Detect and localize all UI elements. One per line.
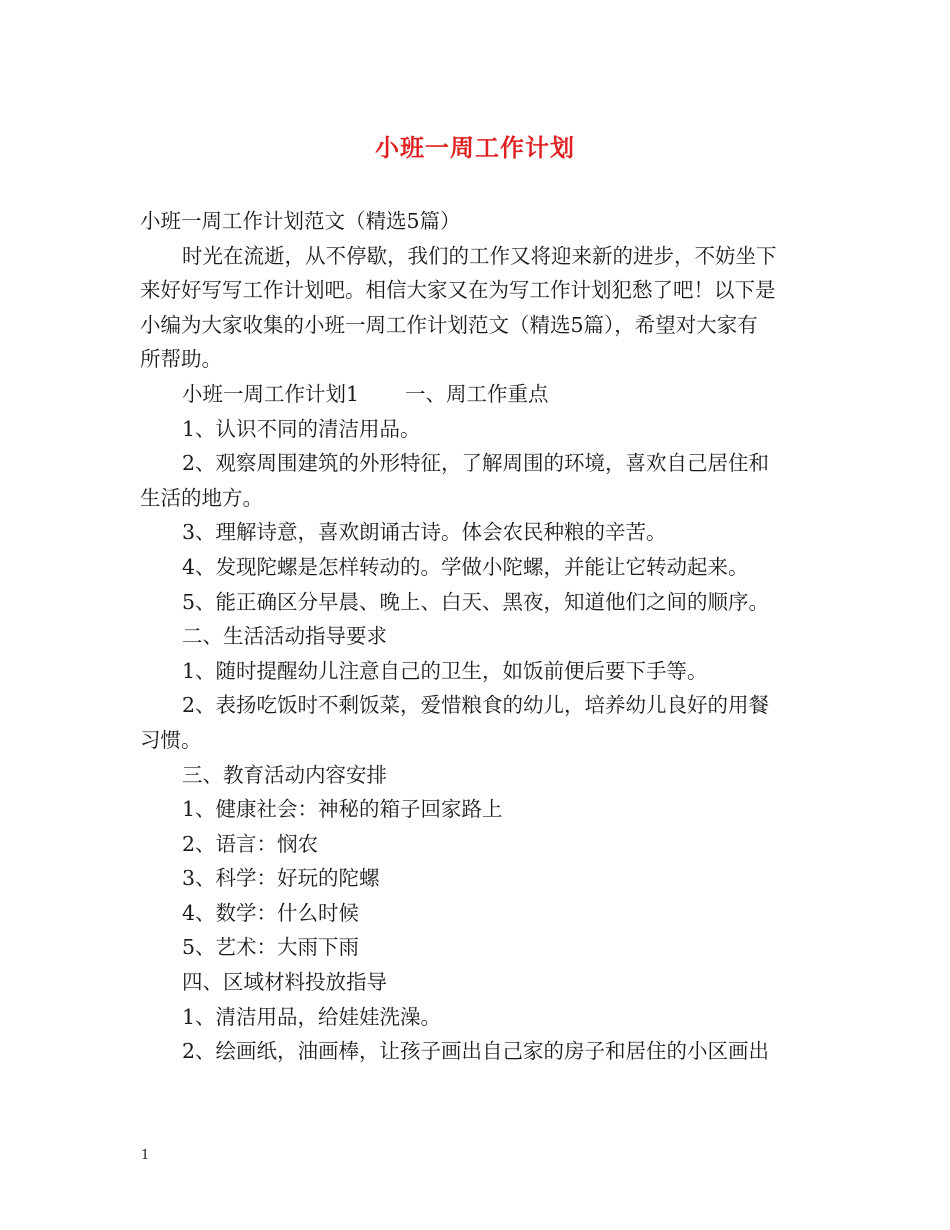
section2-item: 1、随时提醒幼儿注意自己的卫生，如饭前便后要下手等。: [182, 658, 708, 683]
section2-heading: 二、生活活动指导要求: [182, 624, 387, 649]
section4-item: 2、绘画纸，油画棒，让孩子画出自己家的房子和居住的小区画出: [182, 1039, 770, 1064]
section3-heading: 三、教育活动内容安排: [182, 762, 387, 787]
section3-item: 1、健康社会：神秘的箱子回家路上: [182, 797, 503, 822]
document-body: [140, 204, 812, 1069]
section3-item: 2、语言：悯农: [182, 831, 319, 856]
section1-item: 2、观察周围建筑的外形特征，了解周围的环境，喜欢自己居住和: [182, 451, 770, 476]
intro-line: 来好好写写工作计划吧。相信大家又在为写工作计划犯愁了吧！以下是: [140, 278, 776, 303]
section1-item-continuation: 生活的地方。: [140, 485, 263, 510]
section3-item: 4、数学：什么时候: [182, 900, 360, 925]
document-title: 小班一周工作计划: [375, 133, 575, 162]
section1-item: 5、能正确区分早晨、晚上、白天、黑夜，知道他们之间的顺序。: [182, 589, 770, 614]
section1-item: 3、理解诗意，喜欢朗诵古诗。体会农民种粮的辛苦。: [182, 520, 667, 545]
section1-item: 4、发现陀螺是怎样转动的。学做小陀螺，并能让它转动起来。: [182, 554, 749, 579]
section1-heading: 一、周工作重点: [405, 381, 549, 406]
page-number: 1: [141, 1148, 150, 1163]
section4-item: 1、清洁用品，给娃娃洗澡。: [182, 1004, 442, 1029]
section3-item: 5、艺术：大雨下雨: [182, 935, 360, 960]
section2-item-continuation: 习惯。: [140, 727, 202, 752]
section4-heading: 四、区域材料投放指导: [182, 970, 387, 995]
section3-item: 3、科学：好玩的陀螺: [182, 866, 380, 891]
document-subtitle: 小班一周工作计划范文（精选5篇）: [140, 209, 461, 233]
plan-heading: 小班一周工作计划1: [182, 381, 360, 406]
intro-line: 小编为大家收集的小班一周工作计划范文（精选5篇），希望对大家有: [140, 312, 758, 337]
section2-item: 2、表扬吃饭时不剩饭菜，爱惜粮食的幼儿，培养幼儿良好的用餐: [182, 693, 770, 718]
intro-line: 所帮助。: [140, 347, 222, 372]
section1-item: 1、认识不同的清洁用品。: [182, 416, 421, 441]
intro-line: 时光在流逝，从不停歇，我们的工作又将迎来新的进步，不妨坐下: [182, 243, 777, 268]
plan-heading-line: [140, 377, 812, 412]
